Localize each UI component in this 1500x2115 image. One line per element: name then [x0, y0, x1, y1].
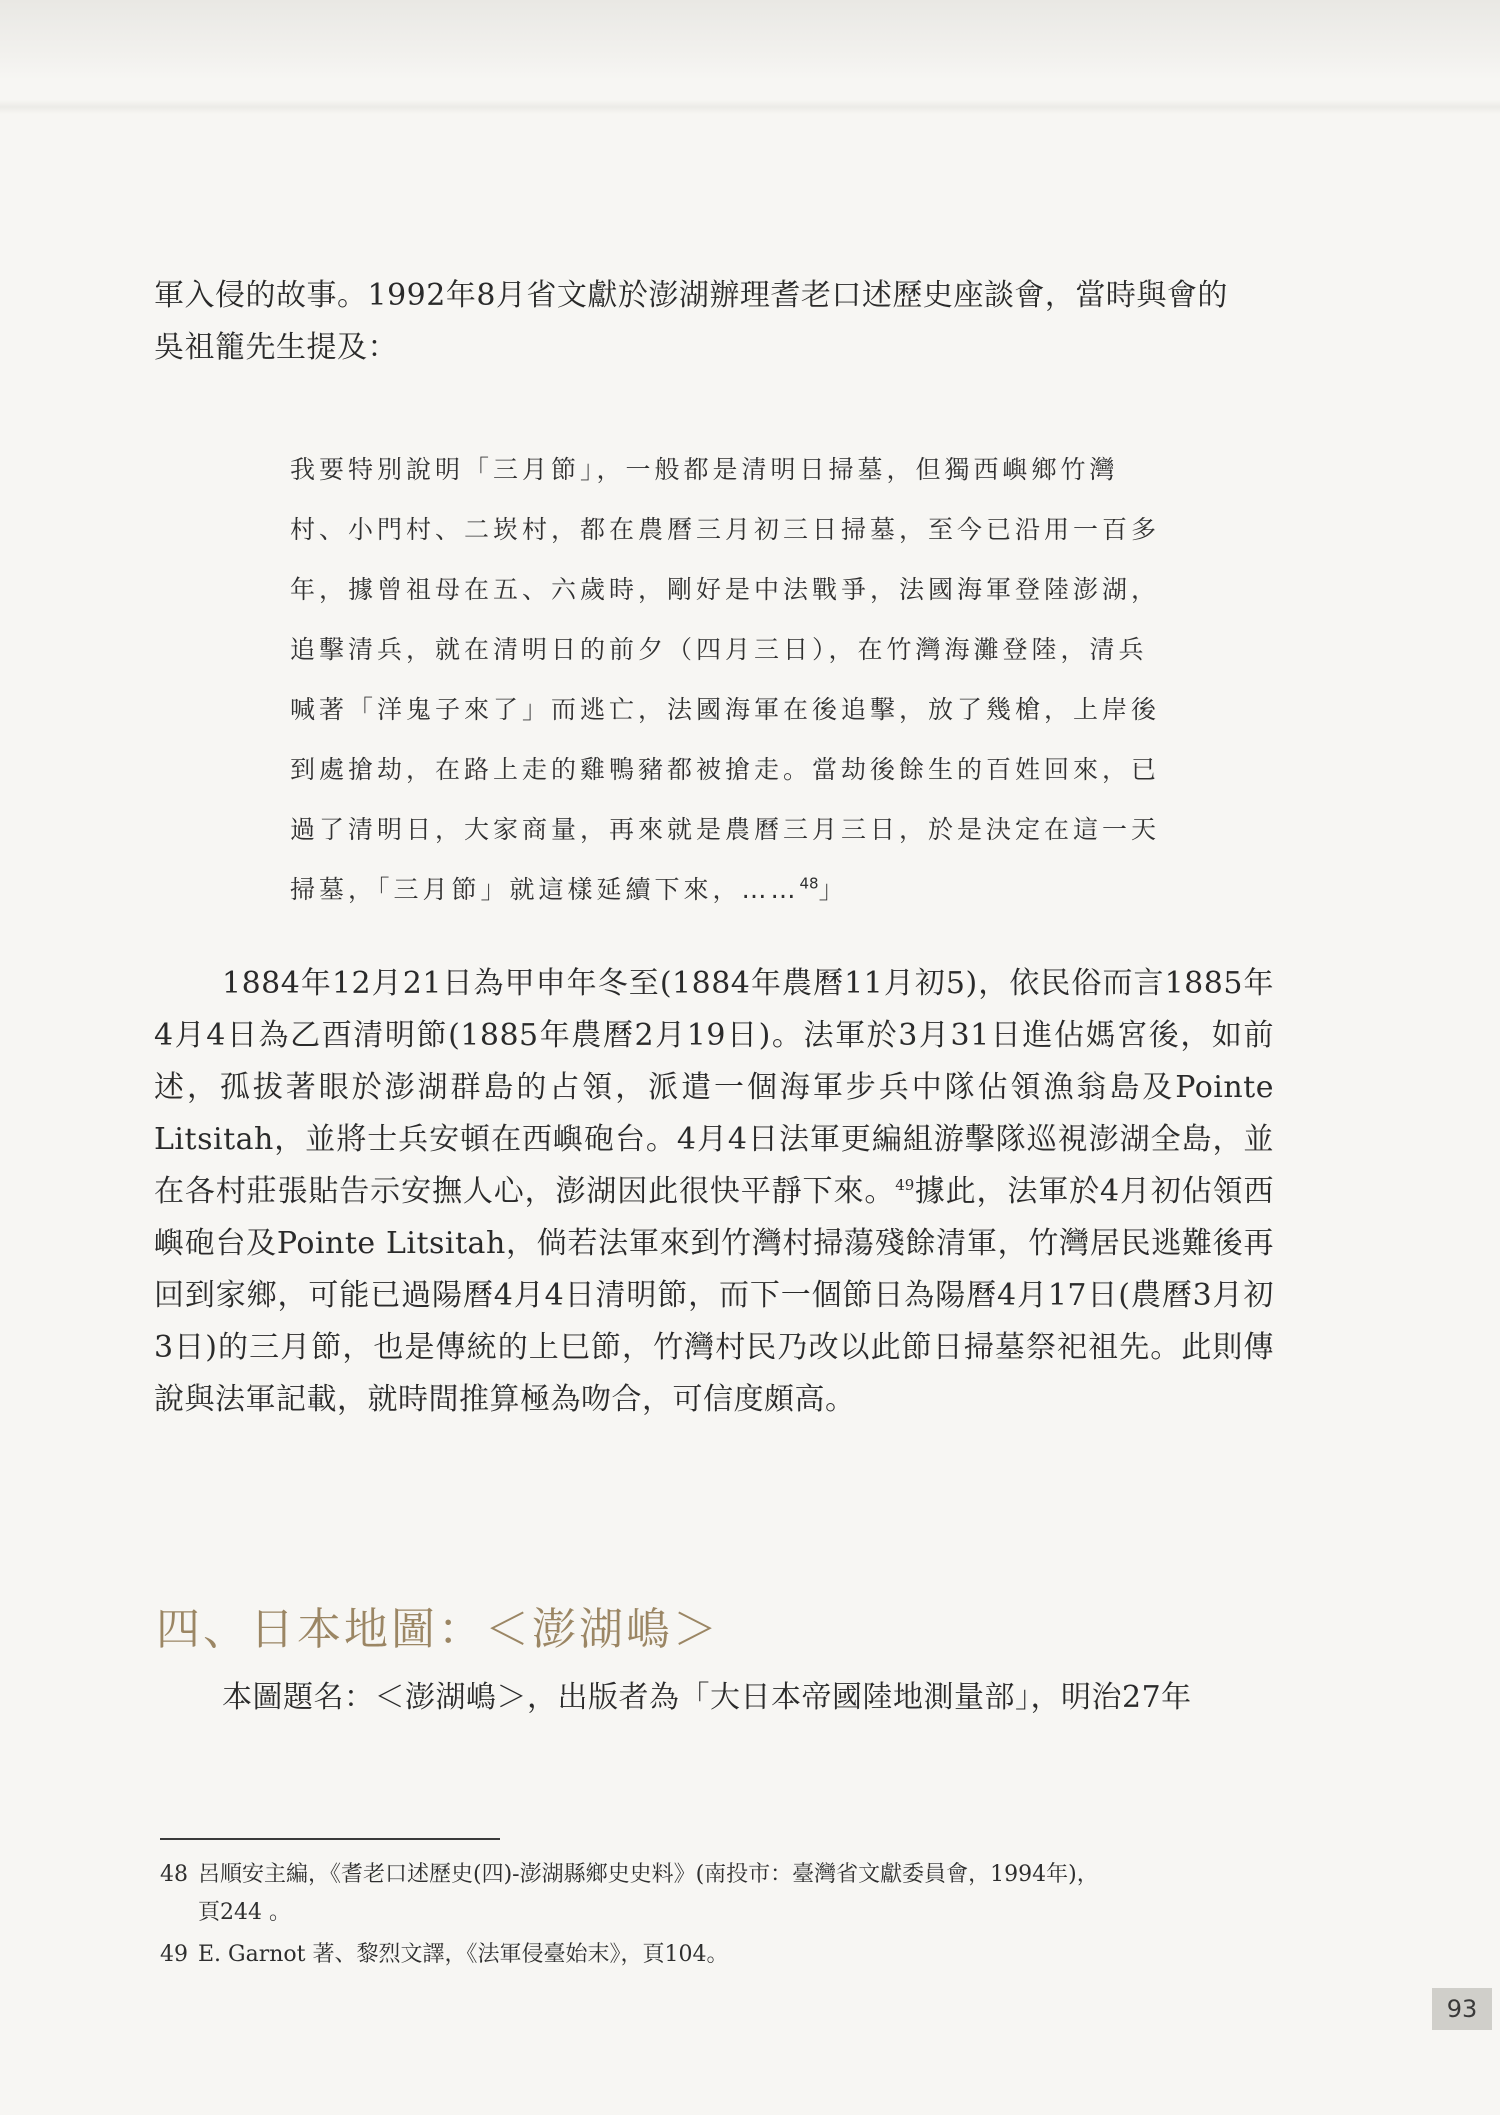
- main-text-part-1: 1884年12月21日為甲申年冬至(1884年農曆11月初5)，依民俗而言1885年4月4日為乙酉清明節(1885年農曆2月19日)。法軍於3月31日進佔媽宮後，如前述，孤拔著眼於澎湖群島的占領，派遣一個海軍步兵中隊佔領漁翁島及Pointe Litsitah，並將士兵安頓在西嶼砲台。4月4日法軍更編組游擊隊巡視澎湖全島，並在各村莊張貼告示安撫人心，澎湖因此很快平靜下來。: [154, 966, 1274, 1209]
- footnote-49: [160, 1936, 1280, 1974]
- quote-line: 村、小門村、二崁村，都在農曆三月初三日掃墓，至今已沿用一百多: [290, 515, 1161, 544]
- footnote-ref-48[interactable]: 48: [799, 874, 819, 893]
- quote-line: 喊著「洋鬼子來了」而逃亡，法國海軍在後追擊，放了幾槍，上岸後: [290, 695, 1161, 724]
- quote-line: 年，據曾祖母在五、六歲時，剛好是中法戰爭，法國海軍登陸澎湖，: [290, 575, 1161, 604]
- section-heading: 四、日本地圖：＜澎湖嶋＞: [156, 1604, 720, 1655]
- footnote-48: [160, 1856, 1280, 1932]
- quote-closing-bracket: 」: [818, 875, 848, 904]
- footnote-text: E. Garnot 著、黎烈文譯，《法軍侵臺始末》，頁104。: [198, 1942, 729, 1967]
- quote-line: 過了清明日，大家商量，再來就是農曆三月三日，於是決定在這一天: [290, 815, 1161, 844]
- footnote-number: 48: [160, 1862, 188, 1887]
- footnote-text: 呂順安主編，《耆老口述歷史(四)-澎湖縣鄉史史料》(南投市：臺灣省文獻委員會，1994年)，: [198, 1862, 1099, 1887]
- intro-line-2: 吳祖籠先生提及：: [154, 330, 398, 365]
- footnote-text-continued: 頁244 。: [198, 1900, 291, 1925]
- footnotes: [160, 1856, 1280, 1978]
- top-scan-band: [0, 0, 1500, 80]
- scan-shadow-line: [0, 100, 1500, 114]
- footnote-number: 49: [160, 1942, 188, 1967]
- page-number: 93: [1432, 1988, 1492, 2030]
- quote-line: 追擊清兵，就在清明日的前夕（四月三日），在竹灣海灘登陸，清兵: [290, 635, 1148, 664]
- quote-line: 到處搶劫，在路上走的雞鴨豬都被搶走。當劫後餘生的百姓回來，已: [290, 755, 1161, 784]
- main-paragraph: [154, 958, 1274, 1426]
- footnote-divider: [160, 1838, 500, 1840]
- quote-last-line: 掃墓，「三月節」就這樣延續下來，……: [290, 875, 800, 904]
- intro-line-1: 軍入侵的故事。1992年8月省文獻於澎湖辦理耆老口述歷史座談會，當時與會的: [154, 278, 1228, 313]
- map-paragraph-text: 本圖題名：＜澎湖嶋＞，出版者為「大日本帝國陸地測量部」，明治27年: [222, 1680, 1192, 1715]
- quote-line: 我要特別說明「三月節」，一般都是清明日掃墓，但獨西嶼鄉竹灣: [290, 455, 1119, 484]
- intro-paragraph: [154, 270, 1274, 374]
- footnote-ref-49[interactable]: 49: [895, 1176, 915, 1194]
- map-paragraph: [154, 1672, 1274, 1724]
- main-text-part-2: 據此，法軍於4月初佔領西嶼砲台及Pointe Litsitah，倘若法軍來到竹灣村掃蕩殘餘清軍，竹灣居民逃難後再回到家鄉，可能已過陽曆4月4日清明節，而下一個節日為陽曆4月17日(農曆3月初3日)的三月節，也是傳統的上巳節，竹灣村民乃改以此節日掃墓祭祀祖先。此則傳說與法軍記載，就時間推算極為吻合，可信度頗高。: [154, 1174, 1275, 1417]
- oral-history-quote: [290, 440, 1276, 920]
